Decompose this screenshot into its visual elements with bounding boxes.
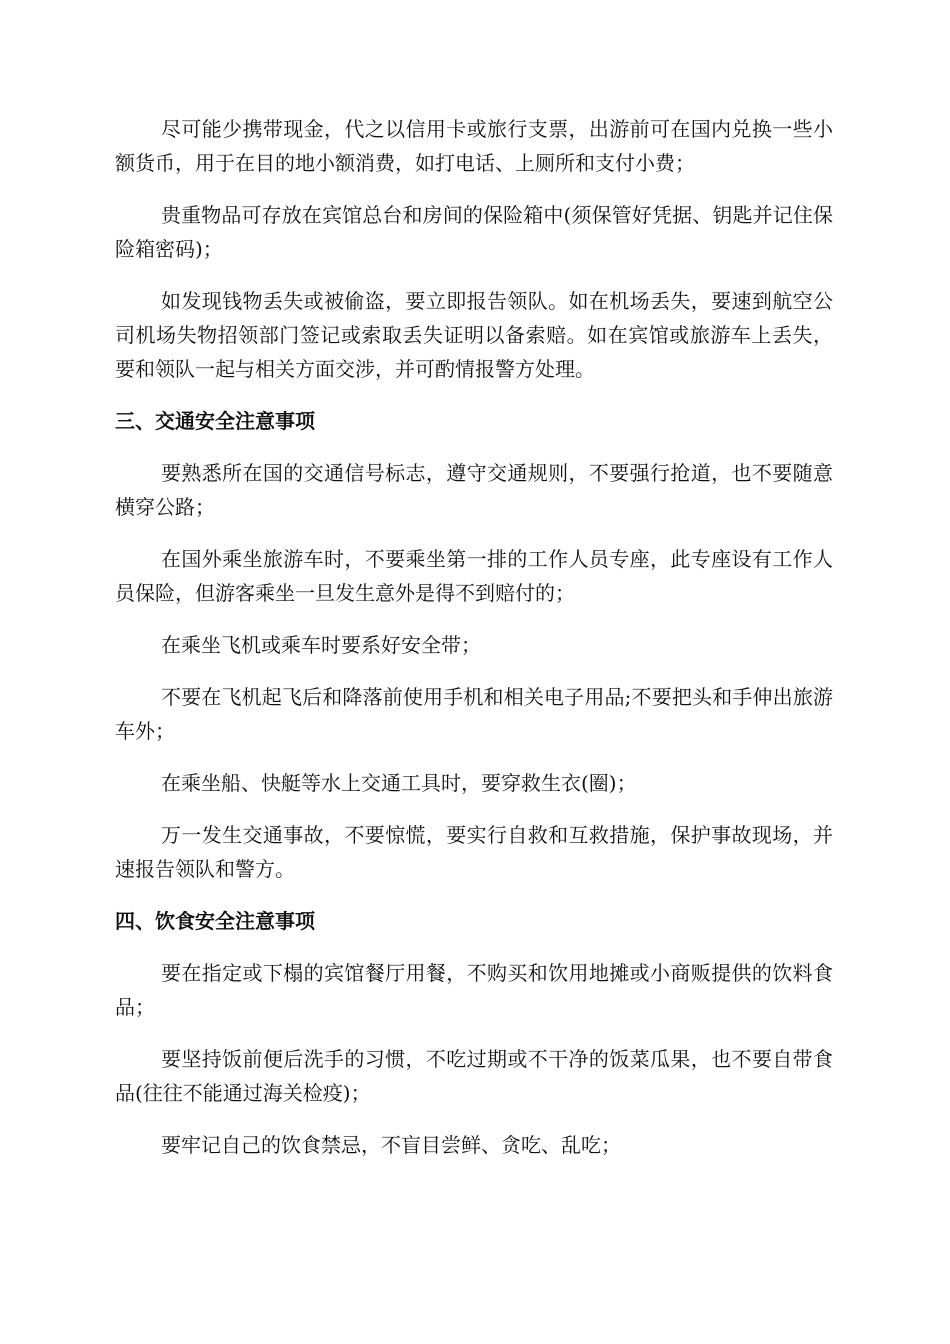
heading-traffic-safety: 三、交通安全注意事项 — [115, 409, 315, 433]
paragraph-cash: 尽可能少携带现金，代之以信用卡或旅行支票，出游前可在国内兑换一些小额货币，用于在目的地小额消费，如打电话、上厕所和支付小费； — [115, 117, 833, 175]
paragraph-bus-seat: 在国外乘坐旅游车时，不要乘坐第一排的工作人员专座，此专座设有工作人员保险，但游客乘坐一旦发生意外是得不到赔付的； — [115, 547, 833, 605]
paragraph-hygiene: 要坚持饭前便后洗手的习惯，不吃过期或不干净的饭菜瓜果，也不要自带食品(往往不能通过海关检疫)； — [115, 1047, 833, 1105]
paragraph-traffic-rules: 要熟悉所在国的交通信号标志，遵守交通规则，不要强行抢道，也不要随意横穿公路； — [115, 461, 833, 519]
paragraph-seatbelt: 在乘坐飞机或乘车时要系好安全带； — [161, 633, 481, 657]
paragraph-loss-report: 如发现钱物丢失或被偷盗，要立即报告领队。如在机场丢失，要速到航空公司机场失物招领部门签记或索取丢失证明以备索赔。如在宾馆或旅游车上丢失，要和领队一起与相关方面交涉，并可酌情报警方处理。 — [115, 289, 833, 381]
paragraph-accident: 万一发生交通事故，不要惊慌，要实行自救和互救措施，保护事故现场，并速报告领队和警方。 — [115, 823, 833, 881]
paragraph-dining-place: 要在指定或下榻的宾馆餐厅用餐，不购买和饮用地摊或小商贩提供的饮料食品； — [115, 961, 833, 1019]
paragraph-valuables: 贵重物品可存放在宾馆总台和房间的保险箱中(须保管好凭据、钥匙并记住保险箱密码)； — [115, 203, 833, 261]
heading-food-safety: 四、饮食安全注意事项 — [115, 909, 315, 933]
paragraph-dietary-taboo: 要牢记自己的饮食禁忌，不盲目尝鲜、贪吃、乱吃； — [161, 1133, 621, 1157]
document-page — [115, 112, 833, 1180]
paragraph-life-jacket: 在乘坐船、快艇等水上交通工具时，要穿救生衣(圈)； — [161, 771, 637, 795]
paragraph-phone-usage: 不要在飞机起飞后和降落前使用手机和相关电子用品;不要把头和手伸出旅游车外； — [115, 685, 833, 743]
